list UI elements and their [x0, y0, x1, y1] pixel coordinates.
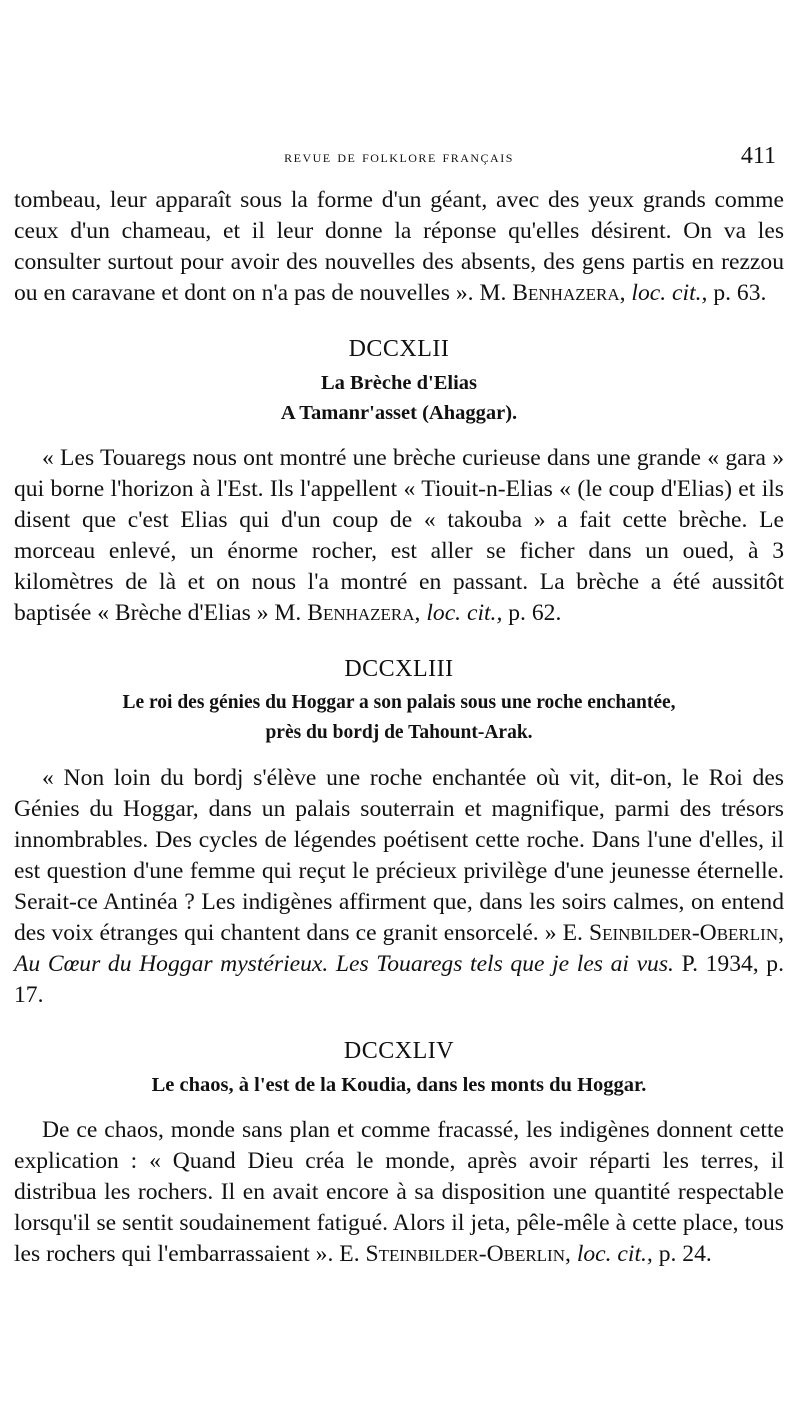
intro-text: tombeau, leur apparaît sous la forme d'un géant, avec des yeux grands comme ceux d'un chameau, et il leur donne la réponse qu'elles désirent. On va les consulter surtout pour avoir des nouvelles des absents, des gens partis en rezzou ou en caravane et dont on n'a pas de nouvelles ». M.: [14, 187, 784, 306]
section-title-line: La Brèche d'Elias: [320, 372, 478, 394]
intro-paragraph: [14, 185, 784, 309]
section-paragraph: [14, 1115, 784, 1270]
section-title-line: Le chaos, à l'est de la Koudia, dans les monts du Hoggar.: [151, 1074, 647, 1096]
section-number: DCCXLIII: [344, 656, 454, 682]
intro-reference: loc. cit.,: [631, 280, 708, 306]
section-author: Seinbilder-Oberlin,: [588, 920, 784, 946]
section-dccxlii: [14, 334, 784, 629]
section-paragraph: [14, 763, 784, 1011]
section-title-line: près du bordj de Tahount-Arak.: [265, 722, 533, 743]
section-dccxliii: [14, 654, 784, 1011]
section-page-ref: P. 1934, p. 17.: [14, 951, 785, 1008]
section-title: [14, 688, 784, 748]
section-text: « Les Touaregs nous ont montré une brèche curieuse dans une grande « gara » qui borne l'horizon à l'Est. Ils l'appellent « Tiouit-n-Elias « (le coup d'Elias) et ils disent que c'est Elias qui d'un coup de « takouba » a fait cette brèche. Le morceau enlevé, un énorme rocher, est aller se ficher dans un oued, à 3 kilomètres de là et on nous l'a montré en passant. La brèche a été aussitôt baptisée « Brèche d'Elias » M.: [14, 445, 784, 626]
section-paragraph: [14, 443, 784, 629]
section-author: Benhazera,: [307, 600, 421, 626]
section-dccxliv: [14, 1036, 784, 1270]
section-title-line: Le roi des génies du Hoggar a son palais sous une roche enchantée,: [122, 692, 676, 713]
intro-page-ref: p. 63.: [707, 280, 767, 306]
section-reference: loc. cit.,: [576, 1241, 653, 1267]
section-page-ref: p. 62.: [502, 600, 562, 626]
section-text: De ce chaos, monde sans plan et comme fracassé, les indigènes donnent cette explication : « Quand Dieu créa le monde, après avoir réparti les terres, il distribua les rochers. Il en avait encore à sa disposition une quantité respectable lorsqu'il se sentit soudainement fatigué. Alors il jeta, pêle-mêle à cette place, tous les rochers qui l'embarrassaient ». E.: [14, 1117, 784, 1267]
section-page-ref: p. 24.: [652, 1241, 712, 1267]
section-number: DCCXLIV: [343, 1038, 455, 1064]
section-title: [14, 368, 784, 428]
section-title-line: A Tamanr'asset (Ahaggar).: [280, 402, 518, 424]
section-number: DCCXLII: [348, 336, 450, 362]
intro-author: Benhazera,: [512, 280, 626, 306]
section-title: [14, 1070, 784, 1100]
section-reference: Au Cœur du Hoggar mystérieux. Les Touaregs tels que je les ai vus.: [14, 951, 674, 977]
page-header: [14, 143, 784, 185]
page-number: 411: [740, 143, 776, 169]
section-text: « Non loin du bordj s'élève une roche enchantée où vit, dit-on, le Roi des Génies du Hoggar, dans un palais souterrain et magnifique, parmi des trésors innombrables. Des cycles de légendes poétisent cette roche. Dans l'une d'elles, il est question d'une femme qui reçut le précieux privilège d'une jeunesse éternelle. Serait-ce Antinéa ? Les indigènes affirment que, dans les soirs calmes, on entend des voix étranges qui chantent dans ce granit ensorcelé. » E.: [14, 765, 784, 946]
section-author: Steinbilder-Oberlin,: [365, 1241, 571, 1267]
running-title: revue de folklore français: [284, 147, 514, 166]
section-reference: loc. cit.,: [426, 600, 503, 626]
